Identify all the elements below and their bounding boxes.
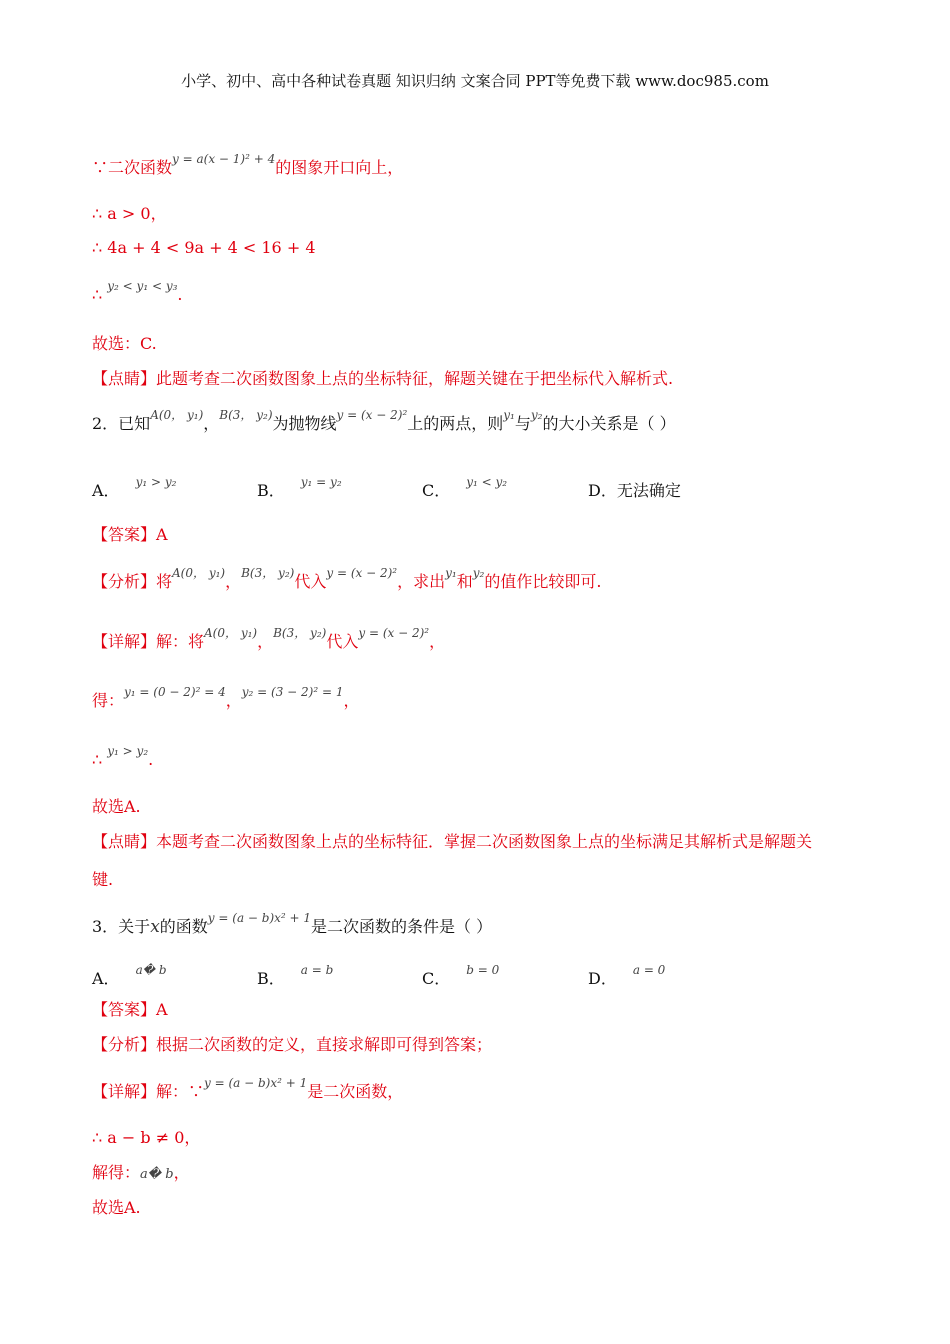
dot: . bbox=[148, 750, 154, 769]
q2-comment-line1: 【点睛】本题考查二次函数图象上点的坐标特征．掌握二次函数图象上点的坐标满足其解析式是解题关 bbox=[92, 832, 813, 851]
function-formula: y = (a − b)x² + 1 bbox=[204, 1076, 308, 1090]
detail-mid: 代入 bbox=[326, 632, 359, 651]
q3-option-c bbox=[422, 963, 500, 989]
option-label: D． bbox=[588, 481, 617, 500]
solve-end: ， bbox=[173, 1163, 190, 1182]
choice-c: 故选：C. bbox=[92, 334, 157, 353]
q3-therefore: ∴ a − b ≠ 0， bbox=[92, 1128, 201, 1147]
option-text: 无法确定 bbox=[616, 481, 681, 500]
q3-answer: 【答案】A bbox=[92, 1000, 168, 1019]
q3-option-b bbox=[257, 963, 334, 989]
eq-y2: y₂ = (3 − 2)² = 1 bbox=[241, 685, 344, 699]
q3-detail bbox=[92, 1076, 404, 1103]
q2-detail bbox=[92, 626, 446, 653]
x-variable: x bbox=[150, 917, 160, 937]
because-line bbox=[92, 152, 404, 179]
function-formula: y = a(x − 1)² + 4 bbox=[172, 152, 276, 166]
solve-formula: a� b bbox=[140, 1167, 174, 1182]
q2-mid2: 上的两点，则 bbox=[407, 414, 504, 433]
point-b: B(3， y₂) bbox=[219, 408, 273, 422]
therefore-order-line bbox=[92, 279, 183, 306]
comma: ， bbox=[225, 691, 242, 710]
detail-end: 是二次函数， bbox=[307, 1082, 404, 1101]
q2-option-c bbox=[422, 475, 508, 501]
point-a: A(0， y₁) bbox=[172, 566, 226, 580]
analysis-mid: 代入 bbox=[294, 572, 327, 591]
parabola-formula: y = (x − 2)² bbox=[326, 566, 398, 580]
q3-solve bbox=[92, 1163, 190, 1185]
detail-prefix: 【详解】解：∵ bbox=[92, 1082, 205, 1101]
option-math: a = 0 bbox=[632, 963, 666, 977]
point-a: A(0， y₁) bbox=[150, 408, 204, 422]
parabola-formula: y = (x − 2)² bbox=[336, 408, 408, 422]
option-math: y₁ = y₂ bbox=[300, 475, 342, 489]
detail-end: ， bbox=[429, 632, 446, 651]
q2-prefix: 2．已知 bbox=[92, 414, 151, 433]
point-b: B(3， y₂) bbox=[241, 566, 295, 580]
y2-symbol: y₂ bbox=[472, 566, 485, 580]
q2-choose: 故选A. bbox=[92, 797, 141, 816]
y1-symbol: y₁ bbox=[445, 566, 457, 580]
therefore-symbol: ∴ bbox=[92, 750, 103, 769]
q2-option-d bbox=[588, 478, 681, 501]
q2-analysis bbox=[92, 566, 602, 593]
therefore-inequality: ∴ 4a + 4 < 9a + 4 < 16 + 4 bbox=[92, 238, 316, 257]
q2-get bbox=[92, 685, 360, 712]
q3-option-a bbox=[92, 963, 167, 989]
question-2 bbox=[92, 408, 676, 435]
option-label: B． bbox=[257, 481, 285, 500]
option-math: b = 0 bbox=[466, 963, 500, 977]
comment-1: 【点睛】此题考查二次函数图象上点的坐标特征，解题关键在于把坐标代入解析式. bbox=[92, 369, 674, 388]
therefore-a-positive: ∴ a > 0， bbox=[92, 204, 167, 223]
option-math: a = b bbox=[300, 963, 334, 977]
option-label: B． bbox=[257, 969, 285, 988]
q2-option-a bbox=[92, 475, 177, 501]
detail-prefix: 【详解】解：将 bbox=[92, 632, 205, 651]
q2-conclusion bbox=[92, 744, 154, 771]
option-label: C． bbox=[422, 481, 451, 500]
y1-symbol: y₁ bbox=[503, 408, 515, 422]
analysis-and: 和 bbox=[456, 572, 473, 591]
solve-prefix: 解得： bbox=[92, 1163, 141, 1182]
q2-and: 与 bbox=[514, 414, 531, 433]
q2-mid: 为抛物线 bbox=[272, 414, 337, 433]
q2-answer: 【答案】A bbox=[92, 525, 168, 544]
q3-option-d bbox=[588, 963, 666, 989]
conclusion-formula: y₁ > y₂ bbox=[107, 744, 149, 758]
function-formula: y = (a − b)x² + 1 bbox=[207, 911, 312, 925]
get-prefix: 得： bbox=[92, 691, 125, 710]
option-label: D． bbox=[588, 969, 617, 988]
comma: ， bbox=[343, 691, 360, 710]
option-label: A． bbox=[92, 969, 120, 988]
q2-suffix: 的大小关系是（ ） bbox=[542, 414, 676, 433]
analysis-end: 的值作比较即可. bbox=[484, 572, 602, 591]
y2-symbol: y₂ bbox=[530, 408, 543, 422]
point-a: A(0， y₁) bbox=[204, 626, 258, 640]
eq-y1: y₁ = (0 − 2)² = 4 bbox=[124, 685, 226, 699]
q2-comma: ， bbox=[203, 414, 220, 433]
q3-choose: 故选A. bbox=[92, 1198, 141, 1217]
analysis-mid2: ，求出 bbox=[397, 572, 446, 591]
comma: ， bbox=[225, 572, 242, 591]
analysis-prefix: 【分析】将 bbox=[92, 572, 173, 591]
q3-analysis: 【分析】根据二次函数的定义，直接求解即可得到答案； bbox=[92, 1035, 493, 1054]
page-header: 小学、初中、高中各种试卷真题 知识归纳 文案合同 PPT等免费下载 www.doc985.com bbox=[181, 72, 769, 90]
q3-prefix: 3．关于 bbox=[92, 917, 151, 936]
because-suffix: 的图象开口向上， bbox=[275, 158, 404, 177]
q3-suffix: 是二次函数的条件是（ ） bbox=[311, 917, 493, 936]
option-math: y₁ < y₂ bbox=[466, 475, 508, 489]
option-label: A． bbox=[92, 481, 120, 500]
q2-comment-line2: 键. bbox=[92, 870, 114, 889]
question-3 bbox=[92, 911, 493, 938]
because-prefix: ∵二次函数 bbox=[92, 158, 173, 177]
option-label: C． bbox=[422, 969, 451, 988]
parabola-formula: y = (x − 2)² bbox=[358, 626, 430, 640]
q2-option-b bbox=[257, 475, 342, 501]
point-b: B(3， y₂) bbox=[273, 626, 327, 640]
q3-mid: 的函数 bbox=[159, 917, 208, 936]
option-math: y₁ > y₂ bbox=[135, 475, 177, 489]
comma: ， bbox=[257, 632, 274, 651]
order-formula: y₂ < y₁ < y₃ bbox=[107, 279, 178, 293]
option-math: a� b bbox=[135, 963, 167, 977]
order-end: . bbox=[177, 285, 183, 304]
therefore-symbol: ∴ bbox=[92, 285, 103, 304]
